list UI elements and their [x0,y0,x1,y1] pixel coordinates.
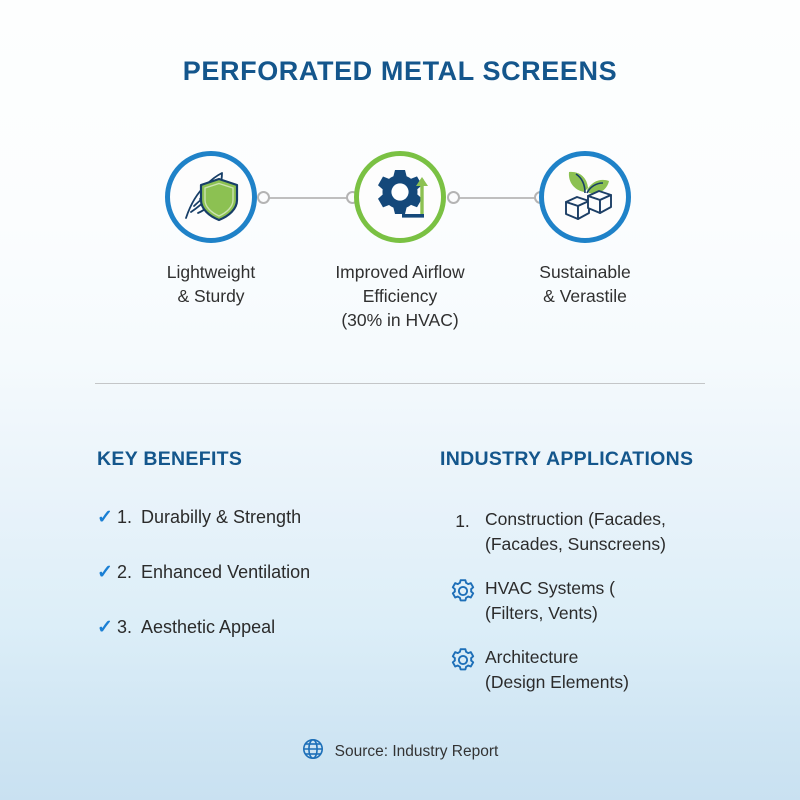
gear-up-arrow-icon [369,166,431,229]
industry-applications-heading: INDUSTRY APPLICATIONS [440,448,694,470]
process-step-3-caption: Sustainable & Verastile [539,262,631,306]
benefit-label: Durabilly & Strength [141,507,302,527]
globe-icon [302,738,324,765]
industry-applications-section [440,448,740,714]
source-footer [0,738,800,765]
benefit-item[interactable] [97,617,427,638]
check-icon: ✓ [97,507,113,528]
benefit-label: Aesthetic Appeal [141,617,276,637]
page-title: PERFORATED METAL SCREENS [182,56,618,86]
application-line-1: Architecture [485,647,579,667]
boxes-leaf-icon [554,166,616,229]
application-line-2: (Design Elements) [485,672,629,692]
application-line-2: (Filters, Vents) [485,603,598,623]
connector-dot-2a [447,191,460,204]
feather-shield-icon [180,166,242,229]
process-captions [0,260,800,340]
connector-line-2 [452,197,540,199]
check-icon: ✓ [97,617,113,638]
process-step-2-circle[interactable] [354,151,446,243]
application-item[interactable] [440,507,740,557]
benefit-number: 1. [117,507,133,527]
process-step-2-caption: Improved Airflow Efficiency (30% in HVAC) [335,262,465,330]
application-number: 1. [455,511,470,531]
section-divider [95,383,705,384]
application-number-marker [440,507,485,534]
connector-dot-1a [257,191,270,204]
benefit-item[interactable] [97,562,427,583]
application-text [485,507,740,557]
application-item[interactable] [440,576,740,626]
key-benefits-heading: KEY BENEFITS [97,448,243,470]
application-line-1: Construction (Facades, [485,509,666,529]
key-benefits-section [97,448,427,672]
source-text: Source: Industry Report [334,742,499,760]
application-line-2: (Facades, Sunscreens) [485,534,666,554]
benefit-label: Enhanced Ventilation [141,562,311,582]
process-step-1-circle[interactable] [165,151,257,243]
benefit-number: 3. [117,617,133,637]
process-flow [0,151,800,246]
gear-icon [440,645,485,673]
check-icon: ✓ [97,562,113,583]
application-text [485,645,740,695]
process-step-1-caption: Lightweight & Sturdy [166,262,256,306]
application-item[interactable] [440,645,740,695]
connector-line-1 [262,197,352,199]
benefit-number: 2. [117,562,133,582]
benefit-item[interactable] [97,507,427,528]
application-line-1: HVAC Systems ( [485,578,615,598]
process-step-3-circle[interactable] [539,151,631,243]
application-text [485,576,740,626]
gear-icon [440,576,485,604]
